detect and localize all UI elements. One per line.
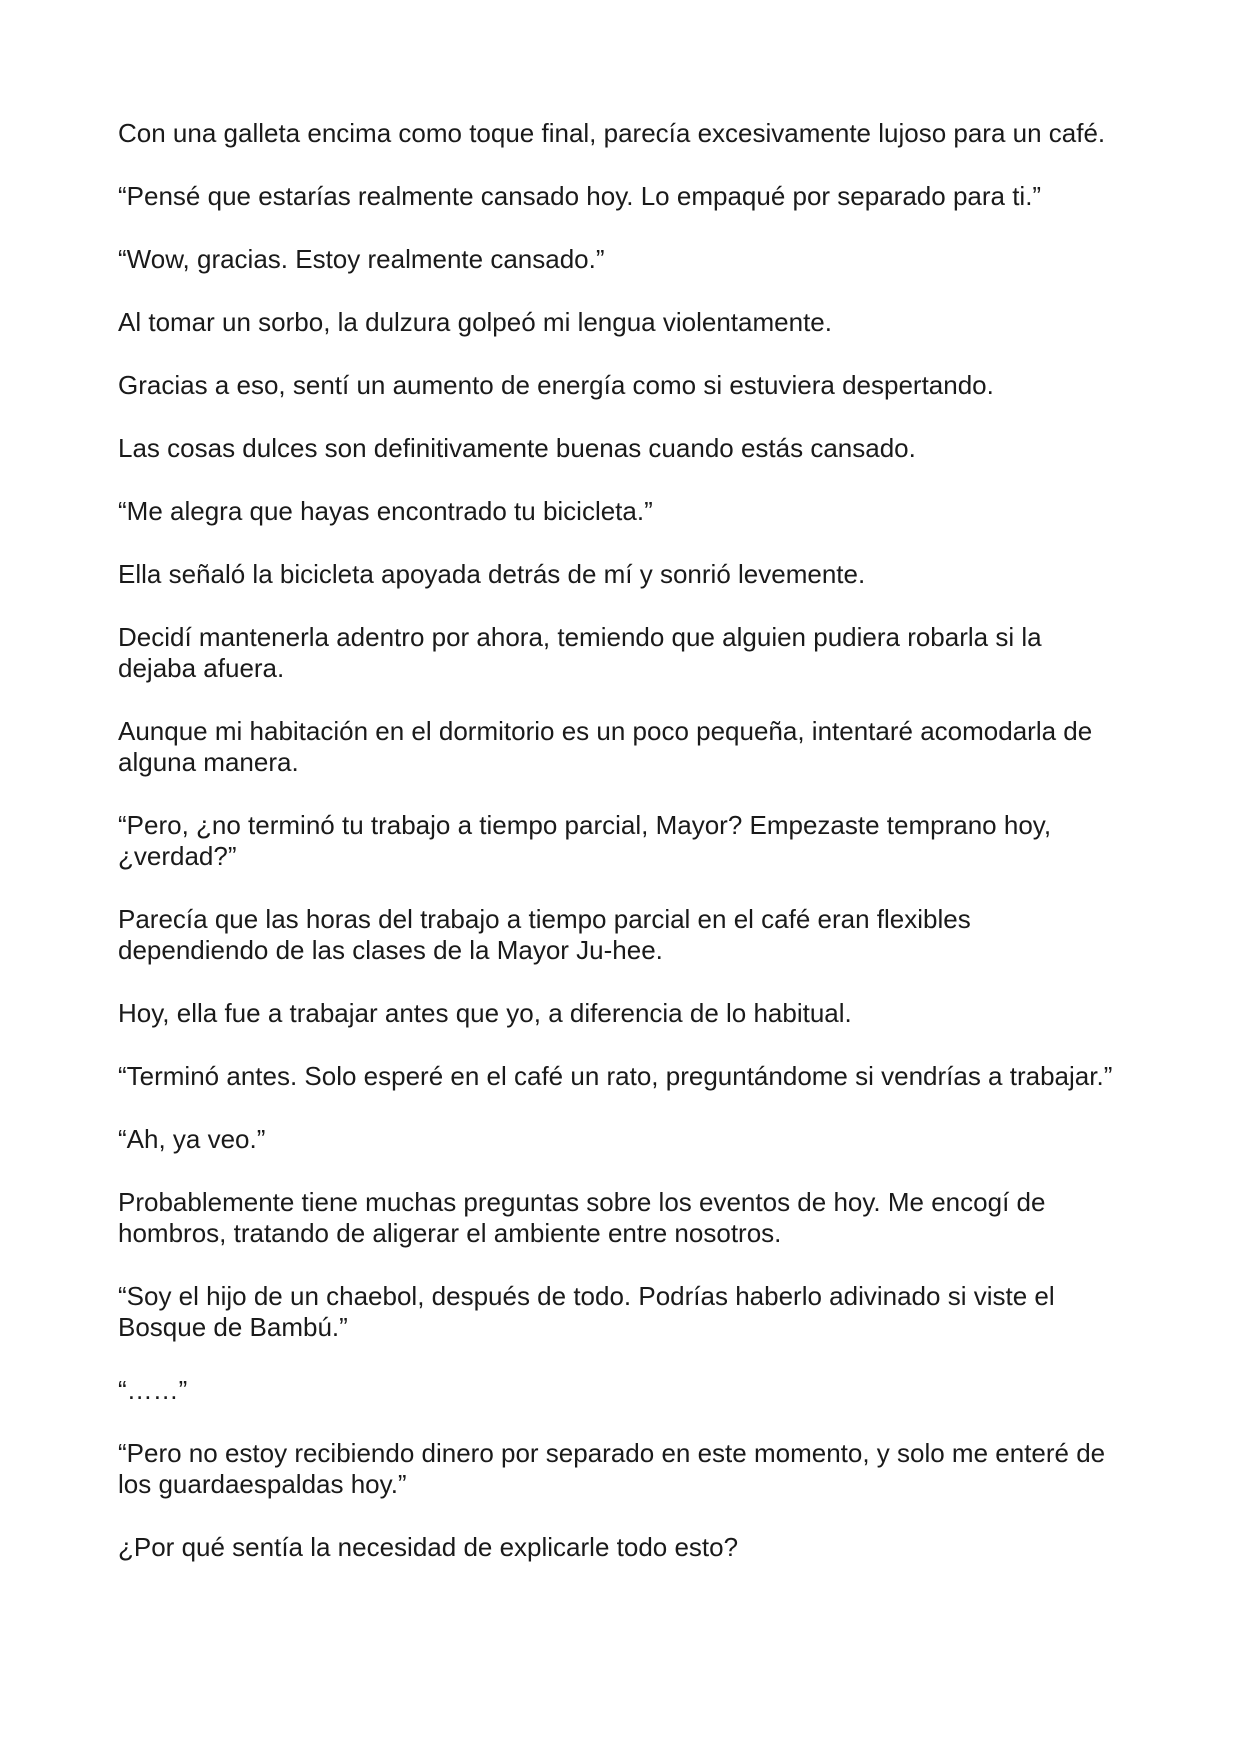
paragraph: “Me alegra que hayas encontrado tu bicicleta.” (118, 496, 653, 526)
paragraph: ¿Por qué sentía la necesidad de explicarle todo esto? (118, 1532, 739, 1562)
paragraph: Las cosas dulces son definitivamente buenas cuando estás cansado. (118, 433, 916, 463)
paragraph: Probablemente tiene muchas preguntas sobre los eventos de hoy. Me encogí de hombros, tratando de aligerar el ambiente entre nosotros. (118, 1187, 1046, 1248)
paragraph: Parecía que las horas del trabajo a tiempo parcial en el café eran flexibles dependiendo de las clases de la Mayor Ju-hee. (118, 904, 971, 965)
document-page (118, 118, 1123, 1595)
paragraph: “Wow, gracias. Estoy realmente cansado.” (118, 244, 605, 274)
paragraph: Ella señaló la bicicleta apoyada detrás de mí y sonrió levemente. (118, 559, 866, 589)
paragraph: “Pensé que estarías realmente cansado hoy. Lo empaqué por separado para ti.” (118, 181, 1042, 211)
paragraph: Hoy, ella fue a trabajar antes que yo, a diferencia de lo habitual. (118, 998, 852, 1028)
paragraph: “Ah, ya veo.” (118, 1124, 266, 1154)
paragraph: “Terminó antes. Solo esperé en el café un rato, preguntándome si vendrías a trabajar.” (118, 1061, 1113, 1091)
paragraph: Con una galleta encima como toque final, parecía excesivamente lujoso para un café. (118, 118, 1106, 148)
paragraph: “……” (118, 1375, 188, 1405)
paragraph: “Pero no estoy recibiendo dinero por separado en este momento, y solo me enteré de los guardaespaldas hoy.” (118, 1438, 1106, 1499)
paragraph: “Pero, ¿no terminó tu trabajo a tiempo parcial, Mayor? Empezaste temprano hoy, ¿verdad?” (118, 810, 1052, 871)
paragraph: Gracias a eso, sentí un aumento de energía como si estuviera despertando. (118, 370, 994, 400)
paragraph: Aunque mi habitación en el dormitorio es un poco pequeña, intentaré acomodarla de alguna manera. (118, 716, 1093, 777)
paragraph: “Soy el hijo de un chaebol, después de todo. Podrías haberlo adivinado si viste el Bosque de Bambú.” (118, 1281, 1055, 1342)
paragraph: Al tomar un sorbo, la dulzura golpeó mi lengua violentamente. (118, 307, 832, 337)
paragraph: Decidí mantenerla adentro por ahora, temiendo que alguien pudiera robarla si la dejaba afuera. (118, 622, 1042, 683)
